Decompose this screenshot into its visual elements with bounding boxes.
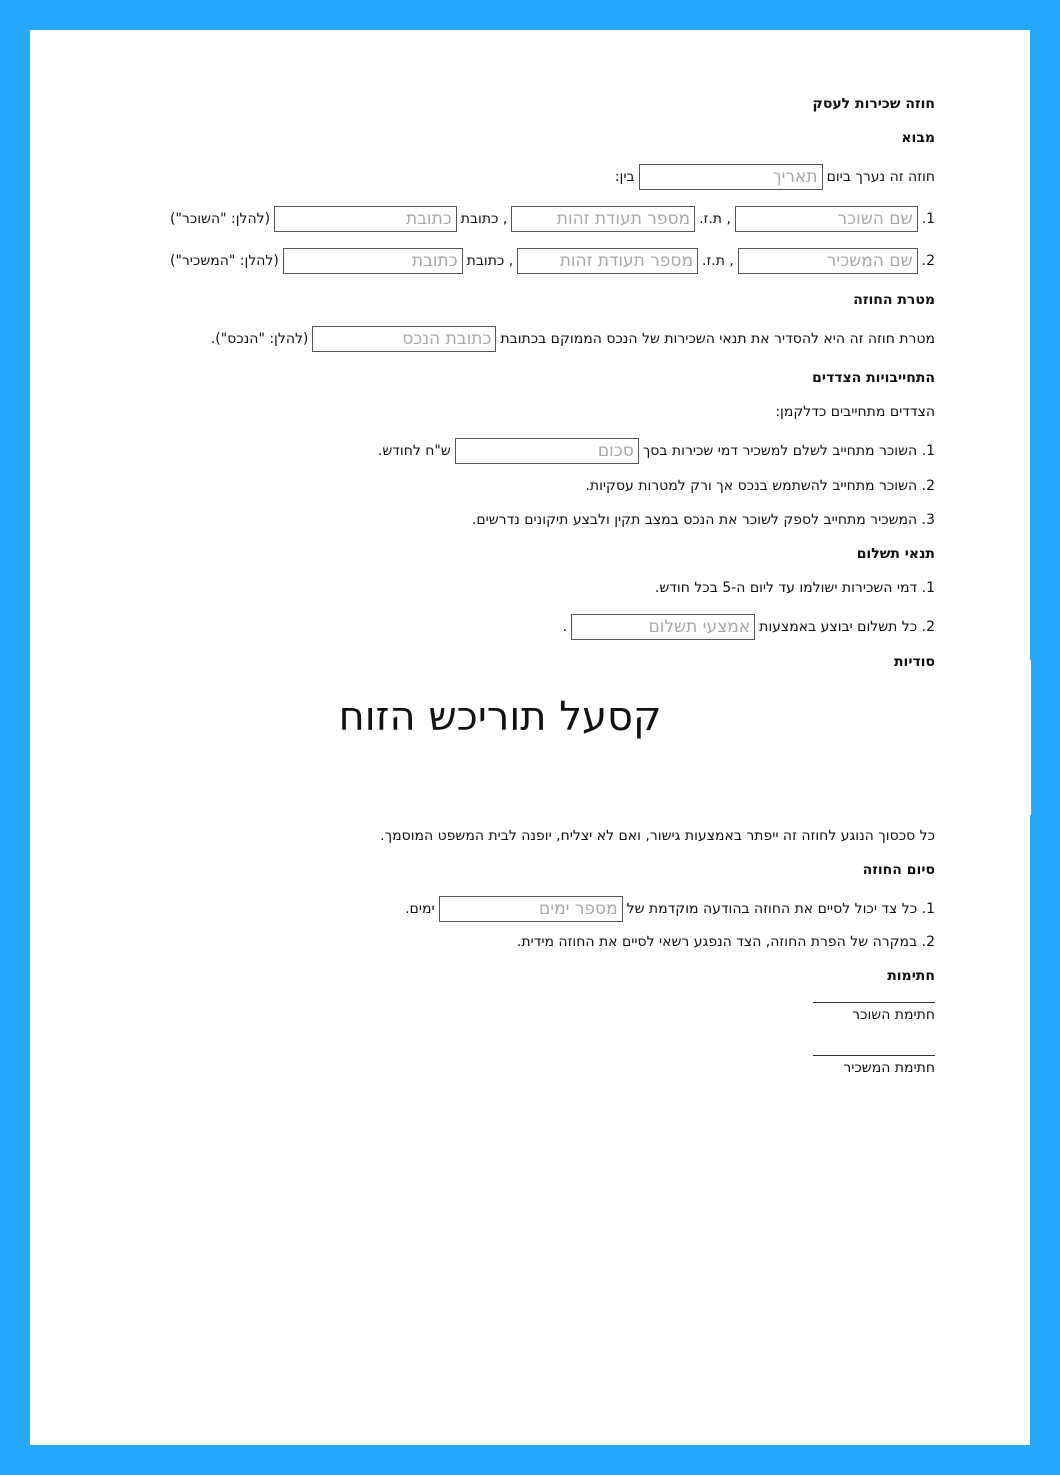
section-purpose-heading: מטרת החוזה (853, 292, 935, 308)
landlord-signature-label: חתימת המשכיר (843, 1060, 935, 1076)
landlord-address-input[interactable]: כתובת (283, 248, 463, 274)
payment-1: 1. דמי השכירות ישולמו עד ליום ה-5 בכל חודש. (654, 580, 935, 596)
property-address-input[interactable]: כתובת הנכס (312, 326, 496, 352)
termination-1 (170, 896, 935, 922)
section-payment-heading: תנאי תשלום (856, 546, 935, 562)
termination1-text-before: 1. כל צד יכול לסיים את החוזה בהודעה מוקדמת של (626, 901, 935, 917)
notice-days-input[interactable]: מספר ימים (439, 896, 623, 922)
edge-marker (1029, 660, 1031, 815)
tenant-address-input[interactable]: כתובת (274, 206, 457, 232)
intro-text-before: חוזה זה נערך ביום (826, 169, 935, 185)
contract-title: חוזה שכירות לעסק (812, 96, 935, 112)
landlord-id-input[interactable]: מספר תעודת זהות (517, 248, 698, 274)
mirrored-contract-title: קסעל תוריכש הזוח (338, 694, 662, 740)
party2-id-label: , ת.ז. (702, 253, 734, 269)
contract-body (170, 62, 935, 1108)
purpose-text-before: מטרת חוזה זה היא להסדיר את תנאי השכירות של הנכס הממוקם בכתובת (500, 331, 935, 347)
party2-suffix: (להלן: "המשכיר") (170, 253, 279, 269)
dispute-clause: כל סכסוך הנוגע לחוזה זה ייפתר באמצעות גישור, ואם לא יצליח, יופנה לבית המשפט המוסמך. (380, 828, 935, 844)
section-confidentiality-heading: סודיות (893, 654, 935, 670)
section-intro-heading: מבוא (901, 130, 935, 146)
payment2-text-after: . (562, 619, 568, 635)
date-input[interactable]: תאריך (639, 164, 823, 190)
intro-text-after: בין: (614, 169, 635, 185)
party2-addr-label: , כתובת (466, 253, 514, 269)
payment-2 (170, 614, 935, 640)
payment2-text-before: 2. כל תשלום יבוצע באמצעות (759, 619, 935, 635)
intro-line (170, 164, 935, 190)
payment-method-input[interactable]: אמצעי תשלום (571, 614, 755, 640)
obligation-2: 2. השוכר מתחייב להשתמש בנכס אך ורק למטרות עסקיות. (585, 478, 935, 494)
tenant-signature-line[interactable] (813, 1002, 935, 1003)
landlord-name-input[interactable]: שם המשכיר (738, 248, 918, 274)
signature-block (170, 1002, 935, 1076)
termination1-text-after: ימים. (405, 901, 435, 917)
obligation1-text-before: 1. השוכר מתחייב לשלם למשכיר דמי שכירות בסך (642, 443, 935, 459)
obligation1-text-after: ש"ח לחודש. (377, 443, 451, 459)
section-termination-heading: סיום החוזה (862, 862, 935, 878)
party1-number: 1. (921, 211, 935, 227)
tenant-name-input[interactable]: שם השוכר (735, 206, 918, 232)
party1-line (170, 206, 935, 232)
obligation-1 (170, 438, 935, 464)
tenant-signature-label: חתימת השוכר (852, 1007, 935, 1023)
purpose-text-after: (להלן: "הנכס"). (210, 331, 309, 347)
section-signatures-heading: חתימות (887, 968, 935, 984)
obligations-intro: הצדדים מתחייבים כדלקמן: (775, 404, 935, 420)
party1-suffix: (להלן: "השוכר") (170, 211, 271, 227)
termination-2: 2. במקרה של הפרת החוזה, הצד הנפגע רשאי לסיים את החוזה מידית. (516, 934, 935, 950)
landlord-signature-line[interactable] (813, 1055, 935, 1056)
party1-id-label: , ת.ז. (699, 211, 731, 227)
party2-number: 2. (921, 253, 935, 269)
obligation-3: 3. המשכיר מתחייב לספק לשוכר את הנכס במצב תקין ולבצע תיקונים נדרשים. (471, 512, 935, 528)
tenant-id-input[interactable]: מספר תעודת זהות (511, 206, 695, 232)
party2-line (170, 248, 935, 274)
purpose-line (170, 326, 935, 352)
party1-addr-label: , כתובת (460, 211, 508, 227)
section-obligations-heading: התחייבויות הצדדים (812, 370, 935, 386)
rent-amount-input[interactable]: סכום (455, 438, 639, 464)
